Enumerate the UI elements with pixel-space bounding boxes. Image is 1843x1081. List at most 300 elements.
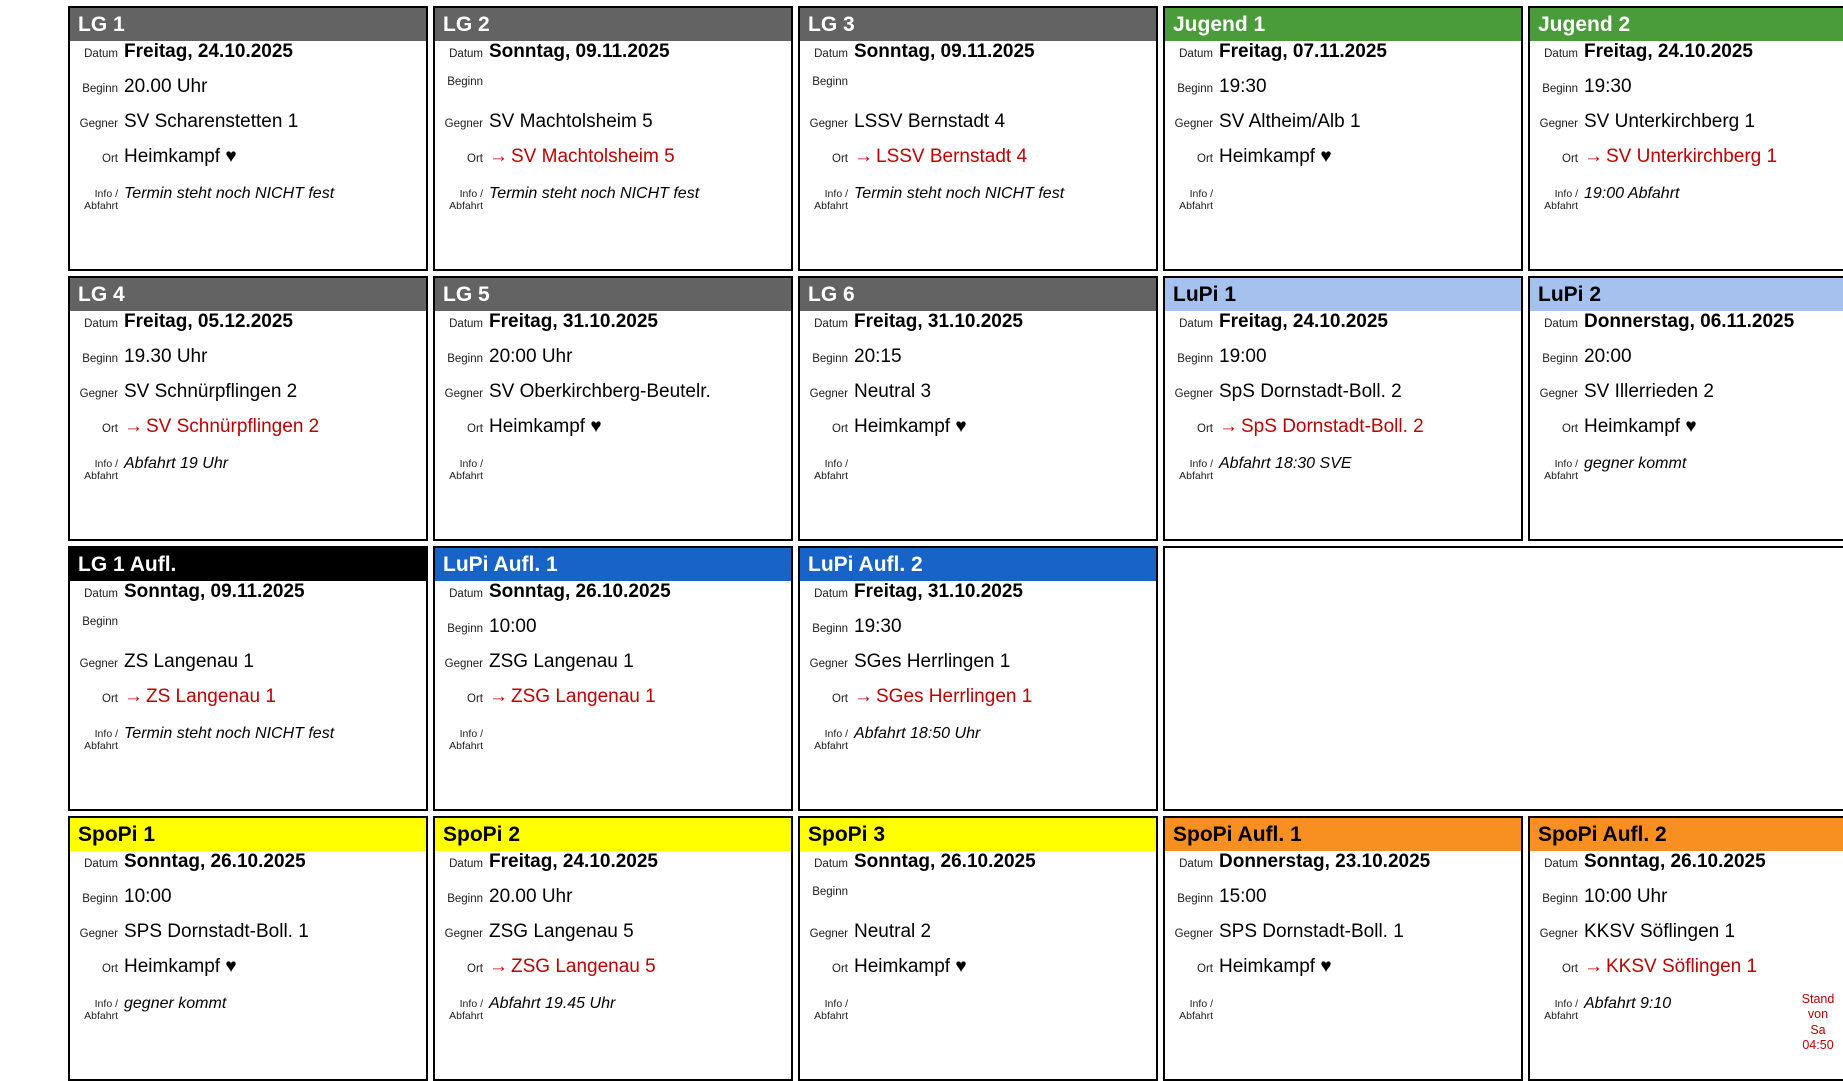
info-label: Info / Abfahrt (814, 998, 848, 1023)
ort-row (800, 956, 1156, 991)
card-title: LuPi 1 (1165, 278, 1521, 311)
datum-label: Datum (449, 48, 483, 60)
info-label: Info / Abfahrt (84, 458, 118, 483)
match-time: 20:00 (1584, 346, 1632, 367)
match-card-grid (68, 6, 1843, 1081)
gegner-row (1165, 381, 1521, 416)
match-date: Sonntag, 26.10.2025 (489, 581, 671, 602)
info-text: Termin steht noch NICHT fest (124, 185, 335, 202)
gegner-label: Gegner (79, 388, 118, 400)
gegner-row (1530, 921, 1843, 956)
datum-row (435, 851, 791, 886)
datum-label: Datum (1179, 48, 1213, 60)
info-row (1165, 451, 1521, 497)
card-fields (70, 851, 426, 1037)
venue-away (489, 686, 656, 708)
match-date: Freitag, 24.10.2025 (124, 41, 293, 62)
card-fields (435, 851, 791, 1037)
opponent: ZSG Langenau 1 (489, 651, 634, 672)
opponent: SV Unterkirchberg 1 (1584, 111, 1756, 132)
match-card (798, 6, 1158, 271)
venue-home: Heimkampf ♥ (124, 146, 237, 167)
venue-text: ZSG Langenau 1 (511, 686, 656, 707)
datum-label: Datum (814, 318, 848, 330)
venue-away (489, 146, 675, 168)
gegner-row (70, 921, 426, 956)
arrow-right-icon: → (124, 416, 143, 437)
datum-label: Datum (449, 318, 483, 330)
card-title: SpoPi Aufl. 2 (1530, 818, 1843, 851)
datum-label: Datum (84, 858, 118, 870)
ort-row (1165, 956, 1521, 991)
ort-row (70, 956, 426, 991)
match-date: Freitag, 24.10.2025 (489, 851, 658, 872)
ort-row (1530, 416, 1843, 451)
match-card (68, 816, 428, 1081)
beginn-row (70, 886, 426, 921)
ort-row (435, 956, 791, 991)
ort-label: Ort (832, 963, 848, 975)
match-date: Sonntag, 26.10.2025 (1584, 851, 1766, 872)
card-title: LG 6 (800, 278, 1156, 311)
beginn-row (800, 616, 1156, 651)
match-date: Freitag, 05.12.2025 (124, 311, 293, 332)
ort-row (1530, 146, 1843, 181)
match-card (1163, 276, 1523, 541)
opponent: SV Schnürpflingen 2 (124, 381, 298, 402)
beginn-label: Beginn (812, 623, 848, 635)
gegner-row (800, 651, 1156, 686)
match-date: Donnerstag, 23.10.2025 (1219, 851, 1431, 872)
match-time: 19:30 (854, 616, 902, 637)
ort-row (70, 416, 426, 451)
card-fields (70, 311, 426, 497)
match-card (433, 546, 793, 811)
beginn-label: Beginn (82, 616, 118, 628)
ort-label: Ort (832, 693, 848, 705)
arrow-right-icon: → (854, 686, 873, 707)
stand-timestamp (1795, 992, 1841, 1055)
ort-label: Ort (1562, 153, 1578, 165)
datum-row (70, 851, 426, 886)
card-fields (800, 41, 1156, 227)
card-fields (800, 581, 1156, 767)
opponent: SV Altheim/Alb 1 (1219, 111, 1361, 132)
info-label: Info / Abfahrt (1179, 998, 1213, 1023)
match-date: Sonntag, 26.10.2025 (124, 851, 306, 872)
beginn-label: Beginn (1542, 893, 1578, 905)
ort-label: Ort (102, 423, 118, 435)
gegner-label: Gegner (444, 928, 483, 940)
gegner-label: Gegner (1174, 928, 1213, 940)
empty-card (1163, 546, 1843, 811)
gegner-label: Gegner (79, 928, 118, 940)
datum-label: Datum (84, 588, 118, 600)
opponent: SpS Dornstadt-Boll. 2 (1219, 381, 1402, 402)
card-fields (800, 311, 1156, 497)
card-title: LuPi Aufl. 1 (435, 548, 791, 581)
beginn-label: Beginn (447, 353, 483, 365)
datum-row (1530, 41, 1843, 76)
card-title: LG 3 (800, 8, 1156, 41)
card-title: LG 1 (70, 8, 426, 41)
arrow-right-icon: → (489, 956, 508, 977)
info-label: Info / Abfahrt (449, 188, 483, 213)
card-title: LG 5 (435, 278, 791, 311)
gegner-label: Gegner (809, 388, 848, 400)
gegner-label: Gegner (809, 928, 848, 940)
datum-row (70, 311, 426, 346)
card-title: SpoPi 3 (800, 818, 1156, 851)
info-row (70, 721, 426, 767)
datum-row (70, 41, 426, 76)
card-title: LuPi Aufl. 2 (800, 548, 1156, 581)
beginn-label: Beginn (812, 886, 848, 898)
datum-row (1165, 41, 1521, 76)
info-row (1165, 991, 1521, 1037)
arrow-right-icon: → (1584, 956, 1603, 977)
opponent: SV Machtolsheim 5 (489, 111, 653, 132)
beginn-label: Beginn (812, 76, 848, 88)
venue-home: Heimkampf ♥ (124, 956, 237, 977)
match-card (1528, 276, 1843, 541)
gegner-label: Gegner (444, 658, 483, 670)
beginn-row (435, 76, 791, 111)
venue-text: SV Unterkirchberg 1 (1606, 146, 1778, 167)
ort-row (70, 686, 426, 721)
match-card (1528, 6, 1843, 271)
match-card (68, 6, 428, 271)
info-text: Abfahrt 18:50 Uhr (854, 725, 981, 742)
venue-away (1584, 146, 1777, 168)
opponent: ZS Langenau 1 (124, 651, 254, 672)
info-text: Abfahrt 18:30 SVE (1219, 455, 1352, 472)
gegner-label: Gegner (1539, 118, 1578, 130)
card-fields (1165, 41, 1521, 227)
gegner-label: Gegner (1174, 118, 1213, 130)
beginn-row (800, 886, 1156, 921)
arrow-right-icon: → (854, 146, 873, 167)
info-row (1165, 181, 1521, 227)
beginn-row (70, 616, 426, 651)
arrow-right-icon: → (489, 146, 508, 167)
gegner-label: Gegner (1174, 388, 1213, 400)
card-fields (435, 581, 791, 767)
beginn-row (1165, 76, 1521, 111)
match-time: 10:00 (489, 616, 537, 637)
info-text: Termin steht noch NICHT fest (489, 185, 700, 202)
match-card (433, 6, 793, 271)
gegner-label: Gegner (1539, 928, 1578, 940)
datum-label: Datum (1179, 858, 1213, 870)
info-text: gegner kommt (124, 995, 227, 1012)
venue-text: SGes Herrlingen 1 (876, 686, 1033, 707)
match-date: Sonntag, 26.10.2025 (854, 851, 1036, 872)
info-row (70, 181, 426, 227)
opponent: SV Scharenstetten 1 (124, 111, 299, 132)
opponent: SGes Herrlingen 1 (854, 651, 1011, 672)
arrow-right-icon: → (1219, 416, 1238, 437)
info-text: Termin steht noch NICHT fest (854, 185, 1065, 202)
ort-label: Ort (1197, 423, 1213, 435)
card-title: SpoPi Aufl. 1 (1165, 818, 1521, 851)
info-row (800, 181, 1156, 227)
match-time: 15:00 (1219, 886, 1267, 907)
stand-line-3: Sa (1810, 1022, 1826, 1037)
info-label: Info / Abfahrt (84, 998, 118, 1023)
gegner-row (435, 381, 791, 416)
match-card (433, 816, 793, 1081)
venue-text: ZS Langenau 1 (146, 686, 276, 707)
gegner-label: Gegner (444, 118, 483, 130)
datum-label: Datum (84, 48, 118, 60)
ort-label: Ort (1197, 963, 1213, 975)
info-text: 19:00 Abfahrt (1584, 185, 1680, 202)
info-row (435, 451, 791, 497)
beginn-row (1165, 346, 1521, 381)
match-card (433, 276, 793, 541)
beginn-row (1530, 76, 1843, 111)
match-time: 10:00 Uhr (1584, 886, 1668, 907)
match-card (798, 546, 1158, 811)
beginn-label: Beginn (1177, 83, 1213, 95)
info-label: Info / Abfahrt (1544, 998, 1578, 1023)
gegner-row (1530, 111, 1843, 146)
card-fields (1165, 311, 1521, 497)
match-date: Freitag, 31.10.2025 (854, 311, 1023, 332)
venue-away (489, 956, 656, 978)
ort-row (1165, 416, 1521, 451)
card-fields (70, 581, 426, 767)
match-card (68, 276, 428, 541)
card-title: LG 2 (435, 8, 791, 41)
ort-row (1530, 956, 1843, 991)
datum-row (70, 581, 426, 616)
ort-row (1165, 146, 1521, 181)
gegner-row (1530, 381, 1843, 416)
beginn-row (70, 76, 426, 111)
beginn-row (1530, 346, 1843, 381)
card-title: Jugend 1 (1165, 8, 1521, 41)
card-title: SpoPi 2 (435, 818, 791, 851)
match-date: Freitag, 31.10.2025 (489, 311, 658, 332)
beginn-label: Beginn (1177, 893, 1213, 905)
beginn-label: Beginn (1542, 83, 1578, 95)
opponent: ZSG Langenau 5 (489, 921, 634, 942)
info-row (800, 721, 1156, 767)
gegner-label: Gegner (1539, 388, 1578, 400)
beginn-label: Beginn (447, 623, 483, 635)
gegner-row (800, 111, 1156, 146)
card-fields (800, 851, 1156, 1037)
datum-row (1530, 311, 1843, 346)
venue-text: LSSV Bernstadt 4 (876, 146, 1028, 167)
beginn-row (435, 346, 791, 381)
info-label: Info / Abfahrt (1179, 458, 1213, 483)
stand-line-4: 04:50 (1802, 1038, 1834, 1053)
card-title: LuPi 2 (1530, 278, 1843, 311)
datum-row (800, 41, 1156, 76)
match-card (1163, 816, 1523, 1081)
gegner-row (435, 651, 791, 686)
gegner-row (435, 111, 791, 146)
datum-row (1165, 311, 1521, 346)
opponent: SPS Dornstadt-Boll. 1 (124, 921, 309, 942)
venue-away (124, 686, 276, 708)
info-row (70, 451, 426, 497)
stand-line-2: von (1807, 1007, 1829, 1022)
venue-home: Heimkampf ♥ (1219, 146, 1332, 167)
ort-label: Ort (832, 423, 848, 435)
ort-label: Ort (467, 963, 483, 975)
info-label: Info / Abfahrt (1544, 458, 1578, 483)
ort-row (800, 146, 1156, 181)
beginn-label: Beginn (812, 353, 848, 365)
beginn-row (435, 886, 791, 921)
ort-row (435, 686, 791, 721)
gegner-label: Gegner (809, 118, 848, 130)
venue-home: Heimkampf ♥ (1584, 416, 1697, 437)
ort-row (435, 416, 791, 451)
gegner-row (70, 651, 426, 686)
arrow-right-icon: → (489, 686, 508, 707)
ort-label: Ort (1562, 423, 1578, 435)
match-date: Sonntag, 09.11.2025 (854, 41, 1035, 62)
ort-label: Ort (102, 693, 118, 705)
card-fields (70, 41, 426, 227)
venue-home: Heimkampf ♥ (1219, 956, 1332, 977)
match-date: Sonntag, 09.11.2025 (489, 41, 670, 62)
opponent: SV Illerrieden 2 (1584, 381, 1714, 402)
info-row (800, 451, 1156, 497)
info-label: Info / Abfahrt (84, 188, 118, 213)
venue-away (124, 416, 319, 438)
info-label: Info / Abfahrt (814, 728, 848, 753)
info-label: Info / Abfahrt (449, 728, 483, 753)
info-label: Info / Abfahrt (1544, 188, 1578, 213)
venue-text: SV Schnürpflingen 2 (146, 416, 320, 437)
match-card (1163, 6, 1523, 271)
info-text: Abfahrt 19.45 Uhr (489, 995, 616, 1012)
info-text: gegner kommt (1584, 455, 1687, 472)
datum-label: Datum (1544, 318, 1578, 330)
match-time: 19:30 (1584, 76, 1632, 97)
ort-row (800, 686, 1156, 721)
ort-label: Ort (102, 153, 118, 165)
gegner-label: Gegner (79, 658, 118, 670)
beginn-row (800, 76, 1156, 111)
match-date: Freitag, 24.10.2025 (1584, 41, 1753, 62)
match-card (68, 546, 428, 811)
opponent: KKSV Söflingen 1 (1584, 921, 1736, 942)
arrow-right-icon: → (124, 686, 143, 707)
info-text: Abfahrt 9:10 (1584, 995, 1672, 1012)
beginn-row (1165, 886, 1521, 921)
datum-label: Datum (449, 858, 483, 870)
beginn-row (800, 346, 1156, 381)
match-time: 19:30 (1219, 76, 1267, 97)
info-row (435, 181, 791, 227)
info-row (435, 721, 791, 767)
opponent: LSSV Bernstadt 4 (854, 111, 1006, 132)
venue-home: Heimkampf ♥ (489, 416, 602, 437)
datum-label: Datum (449, 588, 483, 600)
info-label: Info / Abfahrt (1179, 188, 1213, 213)
gegner-row (70, 111, 426, 146)
info-text: Abfahrt 19 Uhr (124, 455, 229, 472)
ort-row (70, 146, 426, 181)
datum-label: Datum (84, 318, 118, 330)
ort-row (800, 416, 1156, 451)
info-label: Info / Abfahrt (814, 188, 848, 213)
venue-text: SV Machtolsheim 5 (511, 146, 675, 167)
ort-label: Ort (832, 153, 848, 165)
beginn-row (1530, 886, 1843, 921)
venue-away (1219, 416, 1424, 438)
gegner-label: Gegner (79, 118, 118, 130)
ort-label: Ort (1562, 963, 1578, 975)
gegner-row (1165, 111, 1521, 146)
ort-label: Ort (102, 963, 118, 975)
match-card (798, 816, 1158, 1081)
card-fields (435, 41, 791, 227)
info-row (800, 991, 1156, 1037)
datum-label: Datum (814, 588, 848, 600)
datum-row (1530, 851, 1843, 886)
gegner-label: Gegner (809, 658, 848, 670)
info-row (435, 991, 791, 1037)
datum-label: Datum (814, 48, 848, 60)
datum-row (800, 311, 1156, 346)
gegner-row (1165, 921, 1521, 956)
match-time: 20.00 Uhr (124, 76, 208, 97)
venue-home: Heimkampf ♥ (854, 416, 967, 437)
card-fields (1530, 41, 1843, 227)
match-time: 20.00 Uhr (489, 886, 573, 907)
gegner-row (800, 381, 1156, 416)
card-fields (1530, 311, 1843, 497)
info-label: Info / Abfahrt (449, 458, 483, 483)
card-title: Jugend 2 (1530, 8, 1843, 41)
arrow-right-icon: → (1584, 146, 1603, 167)
venue-away (854, 686, 1032, 708)
card-title: LG 4 (70, 278, 426, 311)
datum-row (800, 851, 1156, 886)
datum-label: Datum (1179, 318, 1213, 330)
match-time: 19.30 Uhr (124, 346, 208, 367)
datum-label: Datum (814, 858, 848, 870)
beginn-label: Beginn (82, 83, 118, 95)
beginn-label: Beginn (447, 76, 483, 88)
match-date: Donnerstag, 06.11.2025 (1584, 311, 1795, 332)
match-date: Sonntag, 09.11.2025 (124, 581, 305, 602)
info-text: Termin steht noch NICHT fest (124, 725, 335, 742)
opponent: SV Oberkirchberg-Beutelr. (489, 381, 711, 402)
datum-label: Datum (1544, 48, 1578, 60)
beginn-row (70, 346, 426, 381)
datum-row (435, 41, 791, 76)
venue-text: ZSG Langenau 5 (511, 956, 656, 977)
info-label: Info / Abfahrt (814, 458, 848, 483)
opponent: Neutral 2 (854, 921, 932, 942)
gegner-row (70, 381, 426, 416)
match-date: Freitag, 07.11.2025 (1219, 41, 1387, 62)
info-label: Info / Abfahrt (449, 998, 483, 1023)
card-fields (1165, 851, 1521, 1037)
beginn-label: Beginn (1542, 353, 1578, 365)
datum-row (435, 311, 791, 346)
ort-label: Ort (467, 693, 483, 705)
